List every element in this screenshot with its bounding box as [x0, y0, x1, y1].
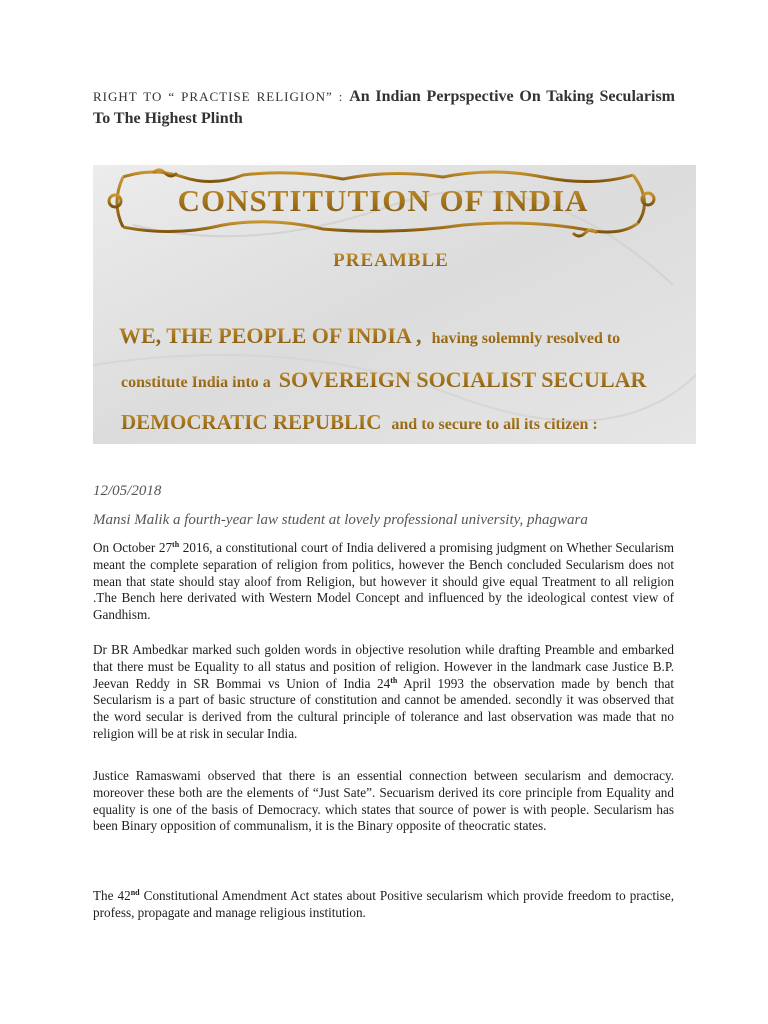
paragraph-4 — [93, 888, 674, 922]
paragraph-1 — [93, 540, 674, 624]
p4-superscript: nd — [130, 888, 140, 897]
preamble-line1-small: having solemnly resolved to — [431, 330, 621, 347]
p2-superscript: th — [390, 675, 398, 685]
p3-text: Justice Ramaswami observed that there is an essential connection between secularism and democracy. moreover these both are the elements of “Just Sate”. Secuarism derived its core principle from Equality and equality is one of the basis of Democracy. which states that source of power is with people. Secularism has been Binary opposition of communalism, it is the Binary opposite of theocratic states. — [93, 768, 674, 834]
author-byline: Mansi Malik a fourth-year law student at lovely professional university, phagwara — [93, 512, 588, 528]
preamble-line2-small: constitute India into a — [121, 374, 271, 391]
paragraph-3 — [93, 768, 674, 835]
preamble-line1-big: WE, THE PEOPLE OF INDIA , — [119, 323, 422, 348]
paragraph-2 — [93, 642, 674, 743]
preamble-heading: CONSTITUTION OF INDIA — [177, 183, 589, 218]
preamble-line2-big: SOVEREIGN SOCIALIST SECULAR — [278, 367, 647, 392]
preamble-subheading: PREAMBLE — [333, 250, 449, 271]
preamble-photo — [93, 165, 696, 444]
preamble-line3-big: DEMOCRATIC REPUBLIC — [121, 410, 382, 434]
article-date: 12/05/2018 — [93, 483, 162, 499]
p2-text-a: Dr BR Ambedkar marked such golden words in objective resolution while drafting Preamble and embarked that there must be Equality to all status and position of religion. However in the landmark case Justice B.P. Jeevan Reddy in SR Bommai vs Union of India 24 — [93, 642, 674, 691]
p1-text-b: 2016, a constitutional court of India delivered a promising judgment on Whether Secularism meant the complete separation of religion from politics, however the Bench concluded Secularism does not mean that state should stay aloof from Religion, but however it should give equal Treatment to all religion .The Bench here derivated with Western Model Concept and influenced by the ideological contest view of Gandhism. — [93, 540, 674, 623]
title-caps: RIGHT TO “ PRACTISE RELIGION” : — [93, 89, 344, 104]
p1-text-a: On October 27 — [93, 540, 173, 555]
title-main: An Indian Perpspective On Taking Secularism To The Highest Plinth — [93, 88, 676, 127]
article-title — [93, 86, 675, 130]
p4-text-a: The 42 — [93, 888, 131, 903]
preamble-line3-small: and to secure to all its citizen : — [391, 416, 598, 433]
p2-text-b: April 1993 the observation made by bench that Secularism is a part of basic structure of constitution and cannot be amended. secondly it was observed that the word secular is derived from the cultural principle of tolerance and last observation was made that no religion will be at risk in secular India. — [93, 675, 674, 741]
preamble-engraving — [93, 165, 696, 444]
p1-superscript: th — [172, 540, 180, 549]
p4-text-b: Constitutional Amendment Act states about Positive secularism which provide freedom to practise, profess, propagate and manage religious institution. — [93, 888, 674, 920]
